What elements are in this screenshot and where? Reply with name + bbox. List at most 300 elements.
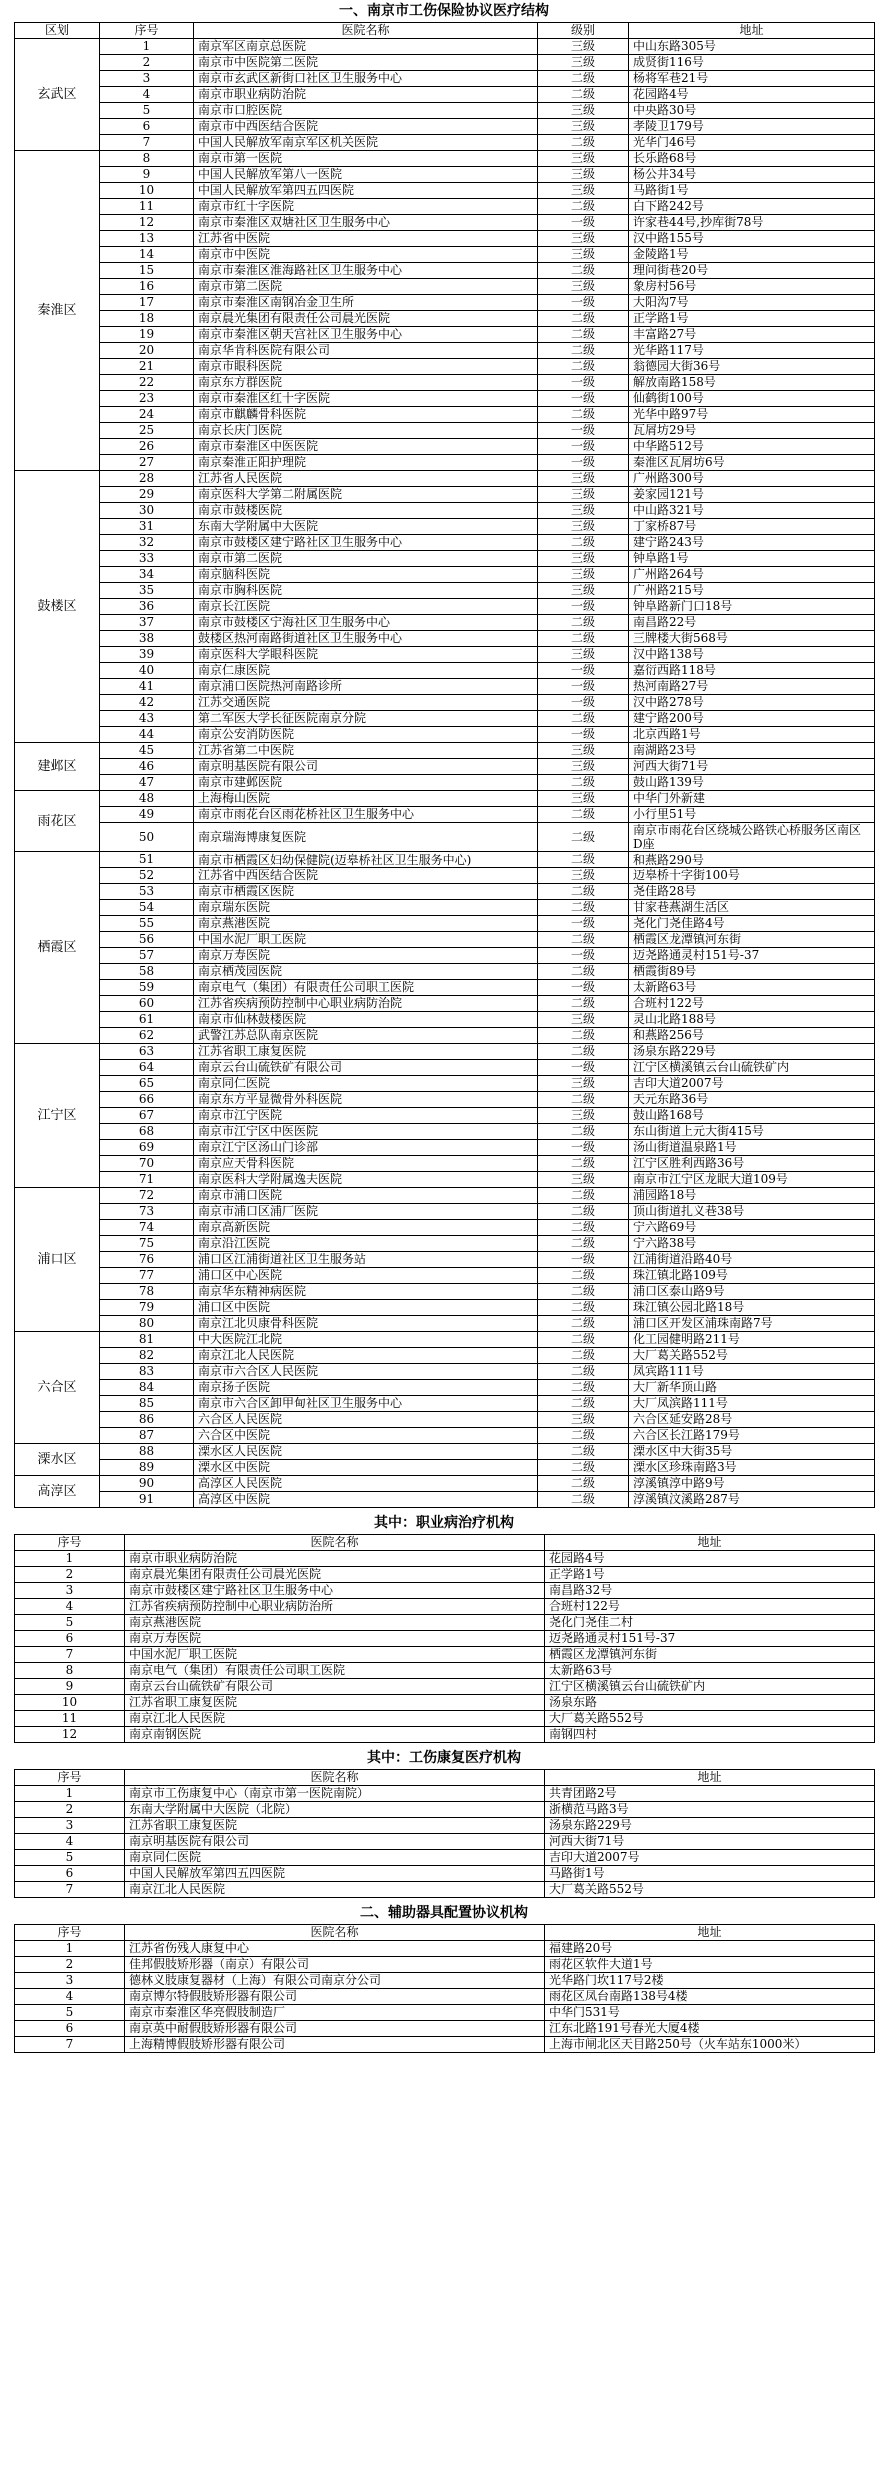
table-row [15, 119, 875, 135]
index-cell: 1 [15, 1941, 125, 1957]
index-cell: 1 [15, 1786, 125, 1802]
hospital-name-cell: 南京电气（集团）有限责任公司职工医院 [194, 980, 538, 996]
address-cell: 北京西路1号 [629, 727, 875, 743]
index-cell: 67 [100, 1108, 194, 1124]
index-cell: 9 [15, 1679, 125, 1695]
hospital-name-cell: 南京市江宁医院 [194, 1108, 538, 1124]
address-cell: 白下路242号 [629, 199, 875, 215]
table-row [15, 1204, 875, 1220]
level-cell: 二级 [538, 807, 629, 823]
index-cell: 6 [15, 2021, 125, 2037]
address-cell: 孝陵卫179号 [629, 119, 875, 135]
address-cell: 杨公井34号 [629, 167, 875, 183]
section2-table [14, 1534, 875, 1743]
table-row [15, 775, 875, 791]
index-cell: 3 [15, 1973, 125, 1989]
level-cell: 三级 [538, 39, 629, 55]
table-row [15, 1476, 875, 1492]
address-cell: 吉印大道2007号 [545, 1850, 875, 1866]
level-cell: 三级 [538, 183, 629, 199]
hospital-name-cell: 南京晨光集团有限责任公司晨光医院 [194, 311, 538, 327]
hospital-name-cell: 第二军医大学长征医院南京分院 [194, 711, 538, 727]
table-row [15, 199, 875, 215]
table-row [15, 487, 875, 503]
section2-header-row [15, 1535, 875, 1551]
section3-table [14, 1769, 875, 1898]
hospital-name-cell: 南京明基医院有限公司 [125, 1834, 545, 1850]
address-cell: 瓦屑坊29号 [629, 423, 875, 439]
table-row [15, 311, 875, 327]
hospital-name-cell: 南京市口腔医院 [194, 103, 538, 119]
hospital-name-cell: 南京长庆门医院 [194, 423, 538, 439]
level-cell: 一级 [538, 980, 629, 996]
hospital-name-cell: 南京市六合区人民医院 [194, 1364, 538, 1380]
level-cell: 二级 [538, 900, 629, 916]
hospital-name-cell: 南京晨光集团有限责任公司晨光医院 [125, 1567, 545, 1583]
table-row [15, 2021, 875, 2037]
hospital-name-cell: 南京博尔特假肢矫形器有限公司 [125, 1989, 545, 2005]
level-cell: 二级 [538, 1444, 629, 1460]
section1-header-row [15, 23, 875, 39]
table-row [15, 1631, 875, 1647]
address-cell: 吉印大道2007号 [629, 1076, 875, 1092]
hospital-name-cell: 江苏省第二中医院 [194, 743, 538, 759]
hospital-name-cell: 南京燕港医院 [194, 916, 538, 932]
address-cell: 鼓山路168号 [629, 1108, 875, 1124]
address-cell: 汤山街道温泉路1号 [629, 1140, 875, 1156]
address-cell: 江宁区横溪镇云台山硫铁矿内 [545, 1679, 875, 1695]
district-cell: 建邺区 [15, 743, 100, 791]
index-cell: 11 [15, 1711, 125, 1727]
address-cell: 共青团路2号 [545, 1786, 875, 1802]
col-header-index: 序号 [15, 1770, 125, 1786]
level-cell: 二级 [538, 71, 629, 87]
address-cell: 汉中路138号 [629, 647, 875, 663]
table-row [15, 1786, 875, 1802]
index-cell: 83 [100, 1364, 194, 1380]
hospital-name-cell: 浦口区江浦街道社区卫生服务站 [194, 1252, 538, 1268]
index-cell: 85 [100, 1396, 194, 1412]
address-cell: 合班村122号 [629, 996, 875, 1012]
address-cell: 汉中路155号 [629, 231, 875, 247]
hospital-name-cell: 南京市雨花台区雨花桥社区卫生服务中心 [194, 807, 538, 823]
hospital-name-cell: 江苏省疾病预防控制中心职业病防治院 [194, 996, 538, 1012]
hospital-name-cell: 南京市红十字医院 [194, 199, 538, 215]
address-cell: 汤泉东路229号 [629, 1044, 875, 1060]
level-cell: 一级 [538, 727, 629, 743]
level-cell: 二级 [538, 135, 629, 151]
index-cell: 35 [100, 583, 194, 599]
index-cell: 50 [100, 823, 194, 852]
index-cell: 52 [100, 868, 194, 884]
table-row [15, 39, 875, 55]
address-cell: 和燕路290号 [629, 852, 875, 868]
hospital-name-cell: 南京江北人民医院 [194, 1348, 538, 1364]
address-cell: 河西大街71号 [629, 759, 875, 775]
table-row [15, 455, 875, 471]
table-row [15, 695, 875, 711]
index-cell: 2 [15, 1802, 125, 1818]
address-cell: 太新路63号 [629, 980, 875, 996]
index-cell: 70 [100, 1156, 194, 1172]
address-cell: 浦园路18号 [629, 1188, 875, 1204]
index-cell: 53 [100, 884, 194, 900]
hospital-name-cell: 南京江宁区汤山门诊部 [194, 1140, 538, 1156]
level-cell: 三级 [538, 503, 629, 519]
level-cell: 二级 [538, 1284, 629, 1300]
hospital-name-cell: 南京沿江医院 [194, 1236, 538, 1252]
hospital-name-cell: 高淳区人民医院 [194, 1476, 538, 1492]
index-cell: 8 [15, 1663, 125, 1679]
table-row [15, 711, 875, 727]
level-cell: 一级 [538, 423, 629, 439]
index-cell: 34 [100, 567, 194, 583]
index-cell: 24 [100, 407, 194, 423]
hospital-name-cell: 中国水泥厂职工医院 [194, 932, 538, 948]
hospital-name-cell: 南京市建邺医院 [194, 775, 538, 791]
address-cell: 合班村122号 [545, 1599, 875, 1615]
table-row [15, 1989, 875, 2005]
table-row [15, 679, 875, 695]
table-row [15, 868, 875, 884]
hospital-name-cell: 中大医院江北院 [194, 1332, 538, 1348]
index-cell: 15 [100, 263, 194, 279]
table-row [15, 727, 875, 743]
level-cell: 一级 [538, 599, 629, 615]
address-cell: 福建路20号 [545, 1941, 875, 1957]
address-cell: 解放南路158号 [629, 375, 875, 391]
hospital-name-cell: 南京应天骨科医院 [194, 1156, 538, 1172]
table-row [15, 1882, 875, 1898]
level-cell: 二级 [538, 1204, 629, 1220]
level-cell: 二级 [538, 87, 629, 103]
index-cell: 2 [15, 1957, 125, 1973]
level-cell: 一级 [538, 215, 629, 231]
table-row [15, 1300, 875, 1316]
index-cell: 2 [15, 1567, 125, 1583]
address-cell: 淳溪镇汶溪路287号 [629, 1492, 875, 1508]
index-cell: 28 [100, 471, 194, 487]
hospital-name-cell: 南京市秦淮区双塘社区卫生服务中心 [194, 215, 538, 231]
level-cell: 三级 [538, 1172, 629, 1188]
address-cell: 江东北路191号春光大厦4楼 [545, 2021, 875, 2037]
level-cell: 二级 [538, 1492, 629, 1508]
address-cell: 广州路264号 [629, 567, 875, 583]
hospital-name-cell: 江苏省中西医结合医院 [194, 868, 538, 884]
table-row [15, 567, 875, 583]
index-cell: 4 [15, 1599, 125, 1615]
table-row [15, 1492, 875, 1508]
col-header-address: 地址 [545, 1535, 875, 1551]
table-row [15, 151, 875, 167]
hospital-name-cell: 南京东方平显微骨外科医院 [194, 1092, 538, 1108]
address-cell: 长乐路68号 [629, 151, 875, 167]
hospital-name-cell: 南京仁康医院 [194, 663, 538, 679]
index-cell: 86 [100, 1412, 194, 1428]
hospital-name-cell: 高淳区中医院 [194, 1492, 538, 1508]
index-cell: 79 [100, 1300, 194, 1316]
table-row [15, 1599, 875, 1615]
level-cell: 三级 [538, 647, 629, 663]
index-cell: 68 [100, 1124, 194, 1140]
hospital-name-cell: 溧水区中医院 [194, 1460, 538, 1476]
level-cell: 三级 [538, 743, 629, 759]
table-row [15, 1679, 875, 1695]
table-row [15, 1268, 875, 1284]
index-cell: 46 [100, 759, 194, 775]
address-cell: 大厂凤滨路111号 [629, 1396, 875, 1412]
hospital-name-cell: 德林义肢康复器材（上海）有限公司南京分公司 [125, 1973, 545, 1989]
table-row [15, 343, 875, 359]
level-cell: 二级 [538, 823, 629, 852]
col-header-hospital-name: 医院名称 [125, 1925, 545, 1941]
hospital-name-cell: 南京军区南京总医院 [194, 39, 538, 55]
address-cell: 汤泉东路 [545, 1695, 875, 1711]
section4-header-row [15, 1925, 875, 1941]
address-cell: 仙鹤街100号 [629, 391, 875, 407]
level-cell: 二级 [538, 1124, 629, 1140]
level-cell: 二级 [538, 343, 629, 359]
level-cell: 二级 [538, 711, 629, 727]
address-cell: 雨花区软件大道1号 [545, 1957, 875, 1973]
hospital-name-cell: 江苏省伤残人康复中心 [125, 1941, 545, 1957]
address-cell: 和燕路256号 [629, 1028, 875, 1044]
hospital-name-cell: 东南大学附属中大医院 [194, 519, 538, 535]
hospital-name-cell: 佳邦假肢矫形器（南京）有限公司 [125, 1957, 545, 1973]
table-row [15, 519, 875, 535]
hospital-name-cell: 南京云台山硫铁矿有限公司 [194, 1060, 538, 1076]
address-cell: 六合区长江路179号 [629, 1428, 875, 1444]
hospital-name-cell: 中国人民解放军南京军区机关医院 [194, 135, 538, 151]
col-header-index: 序号 [100, 23, 194, 39]
level-cell: 二级 [538, 775, 629, 791]
col-header-address: 地址 [545, 1925, 875, 1941]
level-cell: 二级 [538, 1044, 629, 1060]
table-row [15, 1834, 875, 1850]
table-row [15, 55, 875, 71]
hospital-name-cell: 南京浦口医院热河南路诊所 [194, 679, 538, 695]
hospital-name-cell: 南京云台山硫铁矿有限公司 [125, 1679, 545, 1695]
table-row [15, 1332, 875, 1348]
index-cell: 22 [100, 375, 194, 391]
section1-table [14, 22, 875, 1508]
col-header-index: 序号 [15, 1535, 125, 1551]
address-cell: 大阳沟7号 [629, 295, 875, 311]
col-header-district: 区划 [15, 23, 100, 39]
table-row [15, 948, 875, 964]
hospital-name-cell: 江苏省职工康复医院 [194, 1044, 538, 1060]
address-cell: 光华中路97号 [629, 407, 875, 423]
level-cell: 二级 [538, 1236, 629, 1252]
hospital-name-cell: 南京医科大学眼科医院 [194, 647, 538, 663]
address-cell: 正学路1号 [545, 1567, 875, 1583]
index-cell: 5 [15, 1615, 125, 1631]
hospital-name-cell: 南京市秦淮区南钢冶金卫生所 [194, 295, 538, 311]
hospital-name-cell: 南京公安消防医院 [194, 727, 538, 743]
address-cell: 中华门外新建 [629, 791, 875, 807]
table-row [15, 135, 875, 151]
level-cell: 二级 [538, 631, 629, 647]
hospital-name-cell: 南京市中医院第二医院 [194, 55, 538, 71]
address-cell: 东山街道上元大街415号 [629, 1124, 875, 1140]
table-row [15, 71, 875, 87]
index-cell: 63 [100, 1044, 194, 1060]
address-cell: 浙横范马路3号 [545, 1802, 875, 1818]
col-header-address: 地址 [629, 23, 875, 39]
table-row [15, 1711, 875, 1727]
index-cell: 10 [100, 183, 194, 199]
level-cell: 一级 [538, 1060, 629, 1076]
address-cell: 鼓山路139号 [629, 775, 875, 791]
address-cell: 大厂葛关路552号 [545, 1711, 875, 1727]
table-row [15, 1028, 875, 1044]
address-cell: 江浦街道沿路40号 [629, 1252, 875, 1268]
level-cell: 三级 [538, 471, 629, 487]
hospital-name-cell: 南京秦淮正阳护理院 [194, 455, 538, 471]
hospital-name-cell: 南京燕港医院 [125, 1615, 545, 1631]
address-cell: 中央路30号 [629, 103, 875, 119]
index-cell: 17 [100, 295, 194, 311]
document-page [14, 0, 874, 2053]
hospital-name-cell: 上海梅山医院 [194, 791, 538, 807]
hospital-name-cell: 南京市秦淮区淮海路社区卫生服务中心 [194, 263, 538, 279]
index-cell: 29 [100, 487, 194, 503]
address-cell: 嘉衍西路118号 [629, 663, 875, 679]
hospital-name-cell: 南京长江医院 [194, 599, 538, 615]
col-header-index: 序号 [15, 1925, 125, 1941]
table-row [15, 2037, 875, 2053]
hospital-name-cell: 浦口区中医院 [194, 1300, 538, 1316]
address-cell: 大厂新华顶山路 [629, 1380, 875, 1396]
address-cell: 江宁区胜利西路36号 [629, 1156, 875, 1172]
hospital-name-cell: 江苏省疾病预防控制中心职业病防治所 [125, 1599, 545, 1615]
hospital-name-cell: 南京市麒麟骨科医院 [194, 407, 538, 423]
index-cell: 88 [100, 1444, 194, 1460]
address-cell: 中华路512号 [629, 439, 875, 455]
table-row [15, 1567, 875, 1583]
address-cell: 光华路117号 [629, 343, 875, 359]
address-cell: 尧佳路28号 [629, 884, 875, 900]
index-cell: 7 [15, 1647, 125, 1663]
table-row [15, 1284, 875, 1300]
table-row [15, 980, 875, 996]
hospital-name-cell: 南京华东精神病医院 [194, 1284, 538, 1300]
index-cell: 73 [100, 1204, 194, 1220]
hospital-name-cell: 南京栖茂园医院 [194, 964, 538, 980]
table-row [15, 471, 875, 487]
address-cell: 化工园健明路211号 [629, 1332, 875, 1348]
index-cell: 12 [15, 1727, 125, 1743]
address-cell: 南钢四村 [545, 1727, 875, 1743]
level-cell: 三级 [538, 55, 629, 71]
hospital-name-cell: 南京江北贝康骨科医院 [194, 1316, 538, 1332]
address-cell: 光华门46号 [629, 135, 875, 151]
address-cell: 建宁路243号 [629, 535, 875, 551]
table-row [15, 103, 875, 119]
address-cell: 河西大街71号 [545, 1834, 875, 1850]
hospital-name-cell: 南京市眼科医院 [194, 359, 538, 375]
hospital-name-cell: 南京扬子医院 [194, 1380, 538, 1396]
hospital-name-cell: 南京市鼓楼区建宁路社区卫生服务中心 [194, 535, 538, 551]
index-cell: 44 [100, 727, 194, 743]
index-cell: 71 [100, 1172, 194, 1188]
hospital-name-cell: 南京市第二医院 [194, 279, 538, 295]
index-cell: 74 [100, 1220, 194, 1236]
index-cell: 48 [100, 791, 194, 807]
table-row [15, 231, 875, 247]
level-cell: 二级 [538, 263, 629, 279]
hospital-name-cell: 南京同仁医院 [194, 1076, 538, 1092]
level-cell: 二级 [538, 535, 629, 551]
index-cell: 3 [15, 1583, 125, 1599]
hospital-name-cell: 南京市工伤康复中心（南京市第一医院南院） [125, 1786, 545, 1802]
level-cell: 一级 [538, 916, 629, 932]
index-cell: 66 [100, 1092, 194, 1108]
table-row [15, 1460, 875, 1476]
hospital-name-cell: 南京市职业病防治院 [125, 1551, 545, 1567]
index-cell: 49 [100, 807, 194, 823]
col-header-hospital-name: 医院名称 [125, 1770, 545, 1786]
hospital-name-cell: 南京市鼓楼医院 [194, 503, 538, 519]
hospital-name-cell: 江苏省职工康复医院 [125, 1818, 545, 1834]
table-row [15, 1380, 875, 1396]
table-row [15, 1866, 875, 1882]
level-cell: 三级 [538, 1076, 629, 1092]
index-cell: 54 [100, 900, 194, 916]
level-cell: 二级 [538, 1220, 629, 1236]
table-row [15, 247, 875, 263]
hospital-name-cell: 溧水区人民医院 [194, 1444, 538, 1460]
table-row [15, 964, 875, 980]
level-cell: 一级 [538, 439, 629, 455]
table-row [15, 1236, 875, 1252]
hospital-name-cell: 南京市秦淮区中医医院 [194, 439, 538, 455]
table-row [15, 743, 875, 759]
index-cell: 18 [100, 311, 194, 327]
level-cell: 三级 [538, 868, 629, 884]
address-cell: 小行里51号 [629, 807, 875, 823]
hospital-name-cell: 南京市中医院 [194, 247, 538, 263]
address-cell: 顶山街道扎义巷38号 [629, 1204, 875, 1220]
table-row [15, 1012, 875, 1028]
index-cell: 10 [15, 1695, 125, 1711]
index-cell: 21 [100, 359, 194, 375]
level-cell: 三级 [538, 791, 629, 807]
index-cell: 80 [100, 1316, 194, 1332]
address-cell: 成贤街116号 [629, 55, 875, 71]
level-cell: 二级 [538, 1396, 629, 1412]
address-cell: 热河南路27号 [629, 679, 875, 695]
table-row [15, 1092, 875, 1108]
level-cell: 一级 [538, 695, 629, 711]
hospital-name-cell: 南京市第二医院 [194, 551, 538, 567]
table-row [15, 1973, 875, 1989]
level-cell: 二级 [538, 1092, 629, 1108]
table-row [15, 615, 875, 631]
index-cell: 81 [100, 1332, 194, 1348]
hospital-name-cell: 南京电气（集团）有限责任公司职工医院 [125, 1663, 545, 1679]
hospital-name-cell: 南京医科大学附属逸夫医院 [194, 1172, 538, 1188]
index-cell: 11 [100, 199, 194, 215]
hospital-name-cell: 南京明基医院有限公司 [194, 759, 538, 775]
index-cell: 37 [100, 615, 194, 631]
index-cell: 9 [100, 167, 194, 183]
hospital-name-cell: 六合区人民医院 [194, 1412, 538, 1428]
table-row [15, 279, 875, 295]
level-cell: 二级 [538, 1268, 629, 1284]
address-cell: 灵山北路188号 [629, 1012, 875, 1028]
address-cell: 甘家巷燕湖生活区 [629, 900, 875, 916]
